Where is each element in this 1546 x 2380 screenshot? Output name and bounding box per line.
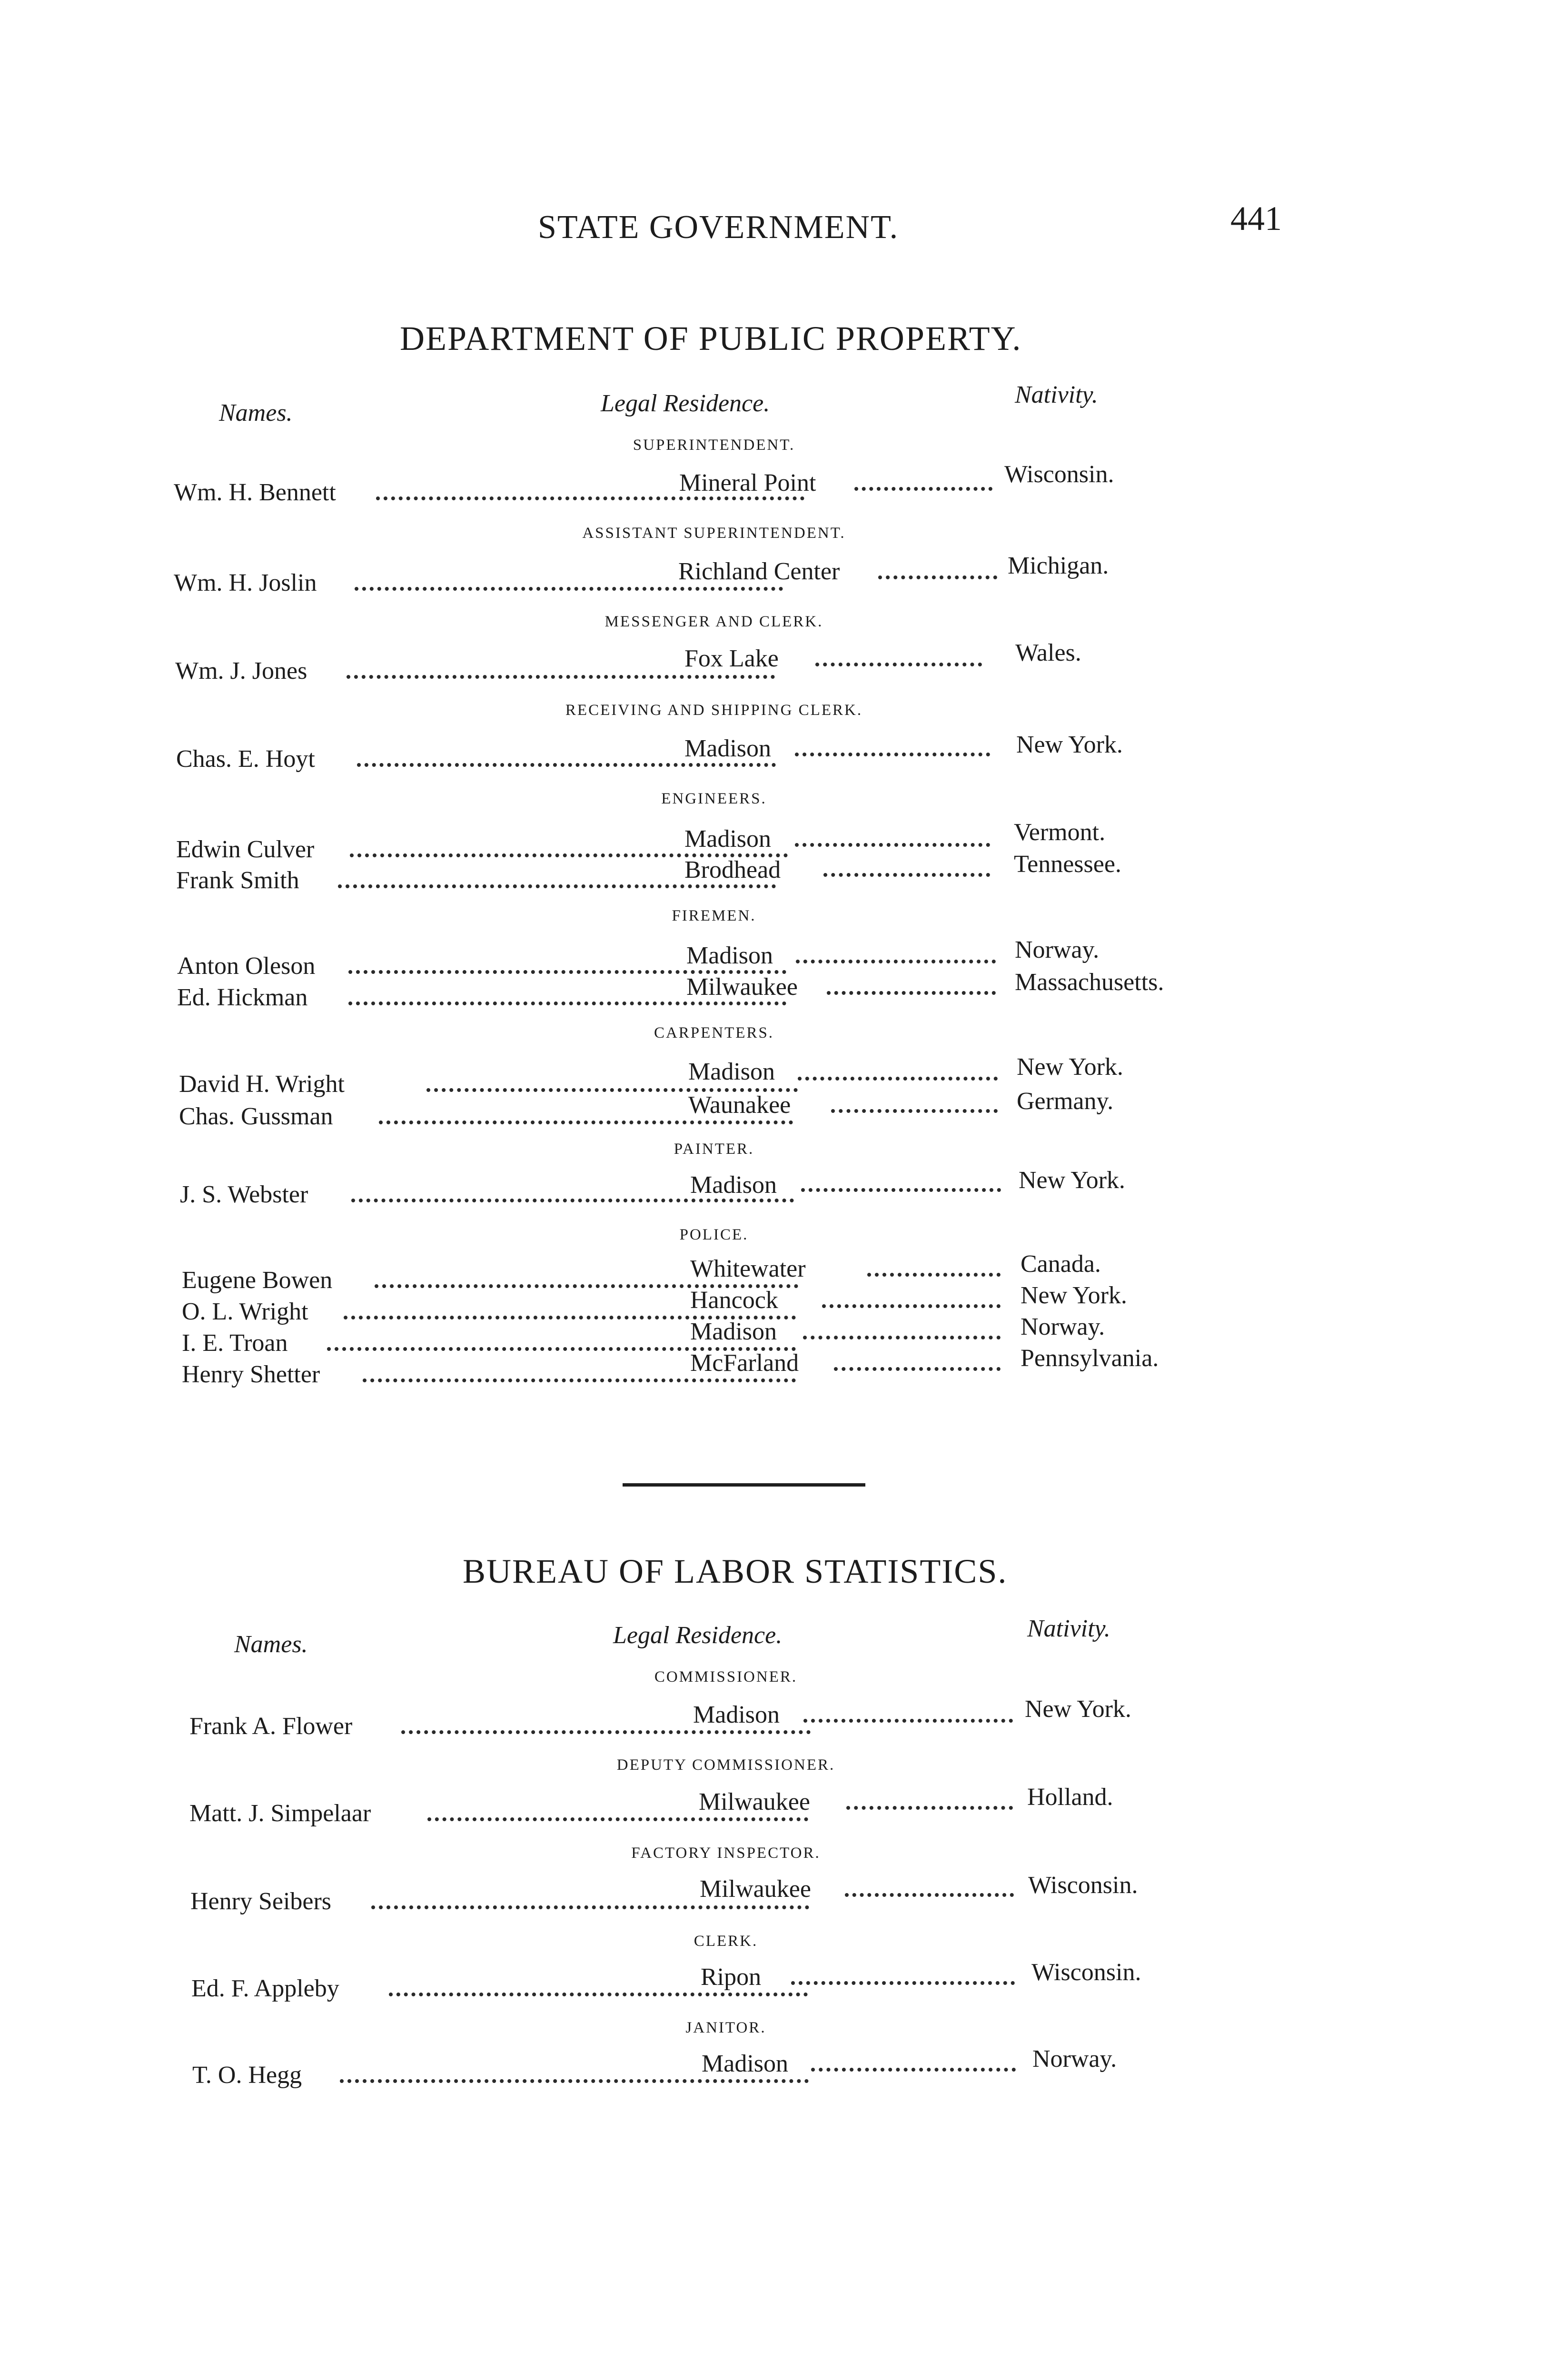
entry-name: Matt. J. Simpelaar <box>189 1800 371 1827</box>
role-heading-police: POLICE. <box>679 1226 749 1243</box>
page-number: 441 <box>1230 199 1282 238</box>
entry-name: Frank A. Flower <box>189 1713 353 1740</box>
entry-nativity: Wisconsin. <box>1028 1872 1138 1899</box>
dot-leader <box>815 663 982 666</box>
role-heading-factory-inspector: FACTORY INSPECTOR. <box>631 1844 821 1862</box>
dot-leader <box>803 1336 1001 1339</box>
entry-name: Ed. Hickman <box>177 984 308 1011</box>
entry-residence: Hancock <box>690 1287 778 1314</box>
entry-residence: Milwaukee <box>686 973 798 1001</box>
dot-leader <box>831 1109 998 1113</box>
entry-name: David H. Wright <box>179 1071 345 1098</box>
entry-name: T. O. Hegg <box>192 2062 302 2089</box>
entry-nativity: Wisconsin. <box>1004 461 1114 488</box>
role-heading-carpenters: CARPENTERS. <box>654 1024 774 1041</box>
dot-leader <box>376 496 804 500</box>
entry-nativity: Wisconsin. <box>1031 1959 1141 1986</box>
entry-name: Wm. J. Jones <box>175 657 307 684</box>
dot-leader <box>803 1719 1013 1723</box>
entry-name: Wm. H. Joslin <box>174 569 317 596</box>
dot-leader <box>811 2068 1016 2072</box>
dot-leader <box>355 587 783 591</box>
role-heading-superintendent: SUPERINTENDENT. <box>633 436 795 454</box>
entry-residence: Waunakee <box>688 1091 791 1119</box>
entry-nativity: Canada. <box>1021 1250 1101 1278</box>
dot-leader <box>795 843 990 847</box>
dot-leader <box>379 1121 793 1124</box>
entry-name: Ed. F. Appleby <box>191 1975 339 2002</box>
entry-nativity: Tennessee. <box>1014 851 1121 878</box>
dot-leader <box>389 1993 808 1996</box>
entry-nativity: New York. <box>1019 1167 1125 1194</box>
dot-leader <box>348 1002 786 1005</box>
dot-leader <box>795 753 990 756</box>
entry-residence: Whitewater <box>690 1255 806 1282</box>
dot-leader <box>363 1378 796 1382</box>
dot-leader <box>801 1188 1001 1192</box>
entry-nativity: Germany. <box>1017 1088 1114 1115</box>
entry-nativity: Massachusetts. <box>1015 969 1164 996</box>
dot-leader <box>846 1806 1013 1810</box>
entry-name: Henry Shetter <box>182 1361 320 1388</box>
column-header-names: Names. <box>234 1631 308 1658</box>
role-heading-receiving-and-shipping-clerk: RECEIVING AND SHIPPING CLERK. <box>565 702 863 719</box>
dot-leader <box>371 1905 809 1909</box>
column-header-residence: Legal Residence. <box>601 390 770 417</box>
dot-leader <box>823 873 990 877</box>
entry-residence: Madison <box>690 1318 777 1345</box>
entry-residence: Mineral Point <box>679 469 816 496</box>
dot-leader <box>338 884 776 888</box>
role-heading-painter: PAINTER. <box>674 1140 754 1158</box>
entry-residence: Brodhead <box>684 856 781 883</box>
entry-name: J. S. Webster <box>180 1181 308 1208</box>
entry-nativity: New York. <box>1017 1053 1123 1081</box>
entry-name: Wm. H. Bennett <box>174 479 336 506</box>
entry-name: Chas. Gussman <box>179 1103 333 1130</box>
dot-leader <box>791 1981 1015 1985</box>
entry-residence: Madison <box>684 825 771 853</box>
dot-leader <box>357 763 776 767</box>
role-heading-messenger-and-clerk: MESSENGER AND CLERK. <box>605 613 823 630</box>
entry-residence: Ripon <box>701 1964 762 1991</box>
entry-residence: Madison <box>686 942 773 969</box>
role-heading-janitor: JANITOR. <box>685 2019 766 2036</box>
entry-name: Anton Oleson <box>177 952 316 980</box>
entry-nativity: New York. <box>1016 731 1123 758</box>
entry-name: Frank Smith <box>176 867 299 894</box>
entry-residence: Madison <box>702 2050 788 2077</box>
entry-nativity: Wales. <box>1015 639 1081 666</box>
entry-residence: McFarland <box>690 1349 799 1377</box>
section-divider <box>623 1483 865 1487</box>
dot-leader <box>845 1893 1014 1897</box>
dot-leader <box>867 1273 1001 1277</box>
entry-residence: Milwaukee <box>699 1788 810 1815</box>
entry-residence: Milwaukee <box>700 1875 811 1903</box>
column-header-residence: Legal Residence. <box>613 1622 783 1649</box>
entry-nativity: Holland. <box>1027 1784 1113 1811</box>
entry-residence: Fox Lake <box>684 645 779 672</box>
role-heading-assistant-superintendent: ASSISTANT SUPERINTENDENT. <box>582 525 846 542</box>
dot-leader <box>854 487 992 491</box>
dot-leader <box>427 1817 808 1821</box>
entry-nativity: New York. <box>1025 1696 1131 1723</box>
section-title-public-property: DEPARTMENT OF PUBLIC PROPERTY. <box>400 319 1022 357</box>
role-heading-firemen: FIREMEN. <box>672 907 756 924</box>
entry-nativity: Michigan. <box>1008 552 1109 579</box>
role-heading-deputy-commissioner: DEPUTY COMMISSIONER. <box>616 1756 835 1774</box>
dot-leader <box>401 1730 811 1734</box>
entry-name: I. E. Troan <box>182 1329 288 1357</box>
dot-leader <box>827 991 996 995</box>
entry-nativity: Pennsylvania. <box>1021 1345 1159 1372</box>
entry-nativity: Norway. <box>1021 1313 1105 1340</box>
entry-name: Henry Seibers <box>190 1888 332 1915</box>
entry-nativity: Norway. <box>1015 936 1100 963</box>
entry-nativity: Vermont. <box>1014 819 1106 846</box>
dot-leader <box>347 675 775 679</box>
role-heading-clerk: CLERK. <box>694 1933 758 1950</box>
entry-nativity: New York. <box>1021 1282 1127 1309</box>
dot-leader <box>878 575 997 579</box>
entry-nativity: Norway. <box>1032 2045 1117 2073</box>
dot-leader <box>822 1304 1001 1308</box>
dot-leader <box>798 1077 998 1081</box>
section-title-labor-statistics: BUREAU OF LABOR STATISTICS. <box>463 1552 1008 1590</box>
dot-leader <box>340 2079 809 2083</box>
entry-residence: Madison <box>688 1058 775 1085</box>
dot-leader <box>834 1367 1001 1371</box>
column-header-names: Names. <box>219 399 293 426</box>
dot-leader <box>351 1199 794 1202</box>
running-head: STATE GOVERNMENT. <box>538 209 899 246</box>
role-heading-commissioner: COMMISSIONER. <box>654 1668 798 1686</box>
entry-name: Eugene Bowen <box>182 1267 333 1294</box>
role-heading-engineers: ENGINEERS. <box>661 790 767 807</box>
dot-leader <box>796 960 996 963</box>
entry-residence: Richland Center <box>678 558 840 585</box>
entry-name: Chas. E. Hoyt <box>176 745 315 773</box>
entry-residence: Madison <box>684 735 771 762</box>
entry-name: Edwin Culver <box>176 836 315 863</box>
entry-residence: Madison <box>693 1701 780 1728</box>
column-header-nativity: Nativity. <box>1027 1615 1110 1642</box>
entry-residence: Madison <box>690 1171 777 1199</box>
column-header-nativity: Nativity. <box>1015 381 1098 408</box>
entry-name: O. L. Wright <box>182 1298 308 1325</box>
